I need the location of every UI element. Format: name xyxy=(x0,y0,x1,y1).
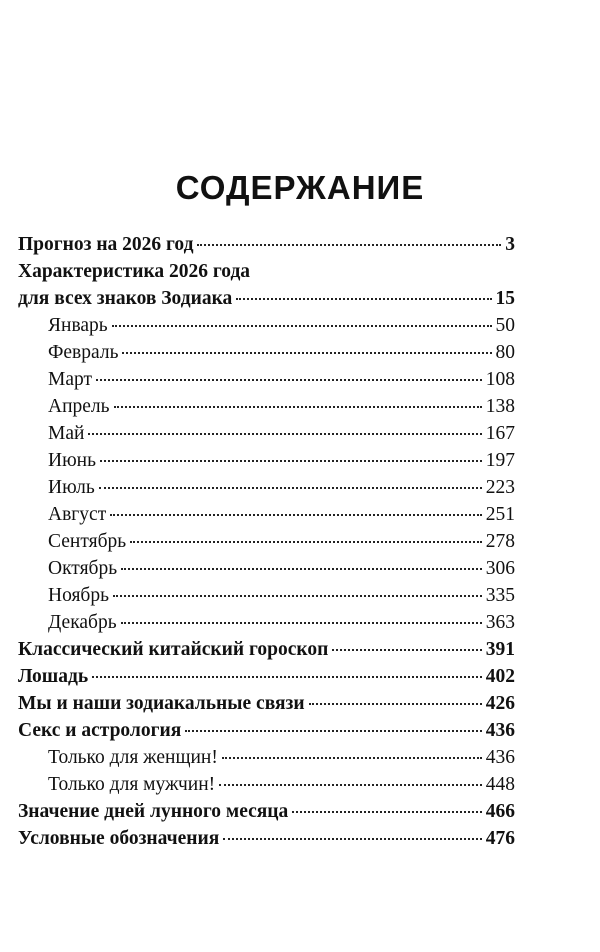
toc-entry[interactable] xyxy=(18,528,515,555)
toc-entry[interactable] xyxy=(18,690,515,717)
toc-leader-dots xyxy=(219,784,482,786)
toc-leader-dots xyxy=(99,487,482,489)
toc-entry[interactable] xyxy=(18,312,515,339)
toc-entry-page: 306 xyxy=(485,558,515,579)
toc-entry-label: Значение дней лунного месяца xyxy=(18,801,289,822)
toc-entry[interactable] xyxy=(18,501,515,528)
toc-entry-label: Февраль xyxy=(48,342,119,363)
toc-entry[interactable] xyxy=(18,582,515,609)
toc-entry-label: Только для женщин! xyxy=(48,747,218,768)
toc-entry[interactable] xyxy=(18,393,515,420)
toc-leader-dots xyxy=(292,811,481,813)
toc-leader-dots xyxy=(112,325,492,327)
toc-entry-page: 251 xyxy=(485,504,515,525)
table-of-contents xyxy=(18,231,515,852)
page-title: СОДЕРЖАНИЕ xyxy=(175,169,425,206)
toc-entry[interactable] xyxy=(18,258,515,285)
toc-leader-dots xyxy=(185,730,481,732)
toc-entry[interactable] xyxy=(18,339,515,366)
toc-entry[interactable] xyxy=(18,744,515,771)
toc-leader-dots xyxy=(309,703,482,705)
toc-leader-dots xyxy=(110,514,482,516)
toc-leader-dots xyxy=(92,676,482,678)
toc-entry[interactable] xyxy=(18,420,515,447)
toc-leader-dots xyxy=(121,622,482,624)
toc-entry-label: Апрель xyxy=(48,396,110,417)
toc-entry-page: 436 xyxy=(485,720,515,741)
toc-entry-page: 108 xyxy=(485,369,515,390)
toc-entry[interactable] xyxy=(18,474,515,501)
toc-entry-page: 167 xyxy=(485,423,515,444)
toc-entry-label: Сентябрь xyxy=(48,531,127,552)
toc-entry-label: Июнь xyxy=(48,450,96,471)
toc-entry-page: 363 xyxy=(485,612,515,633)
toc-entry-label: Характеристика 2026 года xyxy=(18,261,251,282)
toc-entry[interactable] xyxy=(18,609,515,636)
toc-entry-label: Июль xyxy=(48,477,95,498)
toc-leader-dots xyxy=(222,757,482,759)
toc-entry-page: 223 xyxy=(485,477,515,498)
toc-leader-dots xyxy=(236,298,491,300)
toc-entry-label: Декабрь xyxy=(48,612,117,633)
toc-entry-label: Секс и астрология xyxy=(18,720,182,741)
toc-leader-dots xyxy=(223,838,481,840)
toc-entry[interactable] xyxy=(18,825,515,852)
toc-entry-page: 391 xyxy=(485,639,515,660)
toc-entry-page: 278 xyxy=(485,531,515,552)
toc-entry-page: 197 xyxy=(485,450,515,471)
toc-entry-page: 448 xyxy=(485,774,515,795)
toc-entry[interactable] xyxy=(18,447,515,474)
toc-leader-dots xyxy=(332,649,481,651)
toc-entry-page: 335 xyxy=(485,585,515,606)
toc-leader-dots xyxy=(88,433,481,435)
toc-entry-label: Март xyxy=(48,369,93,390)
toc-entry[interactable] xyxy=(18,663,515,690)
toc-entry-label: Классический китайский гороскоп xyxy=(18,639,329,660)
toc-entry-label: Условные обозначения xyxy=(18,828,220,849)
toc-leader-dots xyxy=(197,244,501,246)
toc-entry-page: 50 xyxy=(495,315,515,336)
toc-entry-label: Октябрь xyxy=(48,558,118,579)
toc-entry[interactable] xyxy=(18,771,515,798)
toc-leader-dots xyxy=(121,568,482,570)
toc-entry[interactable] xyxy=(18,366,515,393)
toc-entry-page: 466 xyxy=(485,801,515,822)
toc-entry[interactable] xyxy=(18,285,515,312)
toc-leader-dots xyxy=(100,460,482,462)
toc-entry-page: 436 xyxy=(485,747,515,768)
toc-entry-page: 15 xyxy=(495,288,515,309)
toc-entry[interactable] xyxy=(18,231,515,258)
toc-leader-dots xyxy=(122,352,491,354)
toc-entry[interactable] xyxy=(18,636,515,663)
toc-leader-dots xyxy=(130,541,482,543)
toc-entry-page: 402 xyxy=(485,666,515,687)
toc-entry[interactable] xyxy=(18,555,515,582)
toc-entry-label: Ноябрь xyxy=(48,585,109,606)
toc-entry-page: 426 xyxy=(485,693,515,714)
toc-entry-label: Лошадь xyxy=(18,666,89,687)
toc-entry-page: 138 xyxy=(485,396,515,417)
toc-entry-label: Прогноз на 2026 год xyxy=(18,234,194,255)
toc-leader-dots xyxy=(113,595,482,597)
toc-leader-dots xyxy=(114,406,482,408)
toc-entry[interactable] xyxy=(18,717,515,744)
toc-entry-label: Май xyxy=(48,423,85,444)
toc-entry-label: Мы и наши зодиакальные связи xyxy=(18,693,305,714)
toc-entry-page: 3 xyxy=(505,234,515,255)
toc-entry[interactable] xyxy=(18,798,515,825)
toc-entry-label: Только для мужчин! xyxy=(48,774,216,795)
toc-entry-label: для всех знаков Зодиака xyxy=(18,288,233,309)
toc-entry-page: 80 xyxy=(495,342,515,363)
toc-entry-label: Январь xyxy=(48,315,108,336)
toc-leader-dots xyxy=(96,379,482,381)
toc-entry-page: 476 xyxy=(485,828,515,849)
toc-entry-label: Август xyxy=(48,504,107,525)
